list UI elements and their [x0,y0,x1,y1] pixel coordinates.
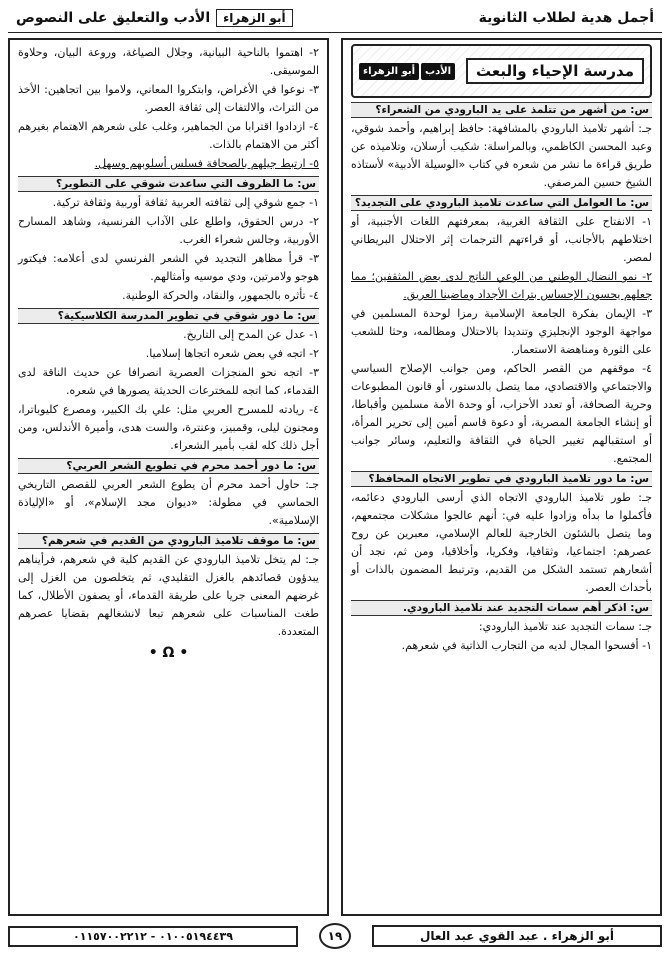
answer-paragraph: ١- جمع شوقي إلى ثقافته العربية ثقافة أوربية وثقافة تركية. [52,196,319,209]
page-header [8,4,662,33]
header-left-title: الأدب والتعليق على النصوص [16,10,211,26]
answer-paragraph: جـ: لم يتخل تلاميذ البارودي عن القديم كلية في شعرهم، فرأيناهم يبدؤون قصائدهم بالغزل التقليدي، ثم يتخلصون من الغزل إلى غرضهم المعنى جريا على طريقة القدماء، أو يصفون الأطلال، كما طغت المناسبات على شعرهم تبعا لانشغالهم بقضايا عصرهم المتعددة. [18,553,319,638]
page [8,4,662,954]
answer-paragraph: ٣- قرأ مظاهر التجديد في الشعر الفرنسي لدى أعلامه: فيكتور هوجو ولامرتين، ودي موسيه وأمثالهم. [18,252,319,283]
question-heading: س: ما موقف تلاميذ البارودي من القديم في شعرهم؟ [18,533,319,549]
answer-paragraph: ٢- اهتموا بالناحية البيانية، وجلال الصياغة، وروعة البيان، وحلاوة الموسيقى. [18,46,319,77]
question-heading: س: ما الظروف التي ساعدت شوقي على التطوير؟ [18,176,319,192]
question-heading: س: من أشهر من تتلمذ على يد البارودي من الشعراء؟ [351,102,652,118]
answer-paragraph: ٢- درس الحقوق، واطلع على الآداب الفرنسية، وشاهد المسارح الأوربية، وجالس شعراء الغرب. [18,215,319,246]
question-heading: س: ما دور أحمد محرم في تطويع الشعر العربي؟ [18,458,319,474]
answer-paragraph: جـ: حاول أحمد محرم أن يطوع الشعر العربي للقصص التاريخي الحماسي في مطولة: «ديوان مجد الإسلام»، أو «الإلياذة الإسلامية». [18,478,319,527]
left-column [8,38,329,916]
answer-paragraph: ٣- الإيمان بفكرة الجامعة الإسلامية رمزا لوحدة المسلمين في مواجهة الوجود الإنجليزي وتنديدا بالاحتلال ومظالمه، وحثا للشعب على الثورة ومناهضة الاستعمار. [351,307,652,356]
answer-paragraph: ٤- موقفهم من القصر الحاكم، ومن جوانب الإصلاح السياسي والاجتماعي والاقتصادي، مما يتصل بالدستور، أو قانون المطبوعات وحرية الصحافة، أو تعدد الأحزاب، أو وحدة الأمة مسلمين وأقباطا، أو إنشاء الجامعة المصرية، أو دعوة قاسم أمين إلى تحرير المرأة، أو استقبالهم تغيير الحياة في الثقافة والتعليم، وسائر جوانب المجتمع. [351,362,652,465]
banner-logo [359,63,455,80]
question-heading: س: ما دور شوقي في تطوير المدرسة الكلاسيكية؟ [18,308,319,324]
page-number: ١٩ [319,923,351,949]
answer-paragraph: ٥- ارتبط جيلهم بالصحافة فسلس أسلوبهم وسهل. [94,157,319,170]
header-right-title: أجمل هدية لطلاب الثانوية [478,10,654,26]
right-column-body [351,102,652,655]
page-footer [8,922,662,950]
answer-paragraph: جـ: أشهر تلاميذ البارودي بالمشافهة: حافظ إبراهيم، وأحمد شوقي، وعبد المحسن الكاظمي، وبالمراسلة: شكيب أرسلان، وتلاميذه عن طريق قراءة ما نشر من شعره في كتاب «الوسيلة الأدبية» لأستاذه الشيخ حسين المرصفي. [351,122,652,189]
footer-author: أبو الزهراء . عبد القوي عبد العال [372,925,662,947]
answer-paragraph: ٤- ازدادوا اقترابا من الجماهير، وغلب على شعرهم الاهتمام بغيرهم أكثر من الاهتمام بالذات. [18,120,319,151]
answer-paragraph: جـ: طور تلاميذ البارودي الاتجاه الذي أرسى البارودي دعائمه، فأكملوا ما بدأه وزادوا عليه في: أنهم عالجوا مشكلات مجتمعهم، وما يتصل بالشئون الخارجية للعالم الإسلامي، معبرين عن روح عصرهم: اجتماعيا، وثقافيا، وفكريا، وأخلاقيا، ومن ثم، نجد أن أشعارهم تستمد الشكل من القديم، وترتبط المضمون بالذات أو بأحداث العصر. [351,491,652,594]
question-heading: س: اذكر أهم سمات التجديد عند تلاميذ البارودي. [351,600,652,616]
footer-phones: ٠١٠٠٥١٩٤٤٣٩ - ٠١١٥٧٠٠٢٢١٢ [8,926,298,947]
answer-paragraph: ٢- نمو النضال الوطني من الوعي الناتج لدى بعض المثقفين؛ مما جعلهم يحسون الإحساس بتراث الأجداد وماضينا العريق. [351,270,652,301]
answer-paragraph: جـ: سمات التجديد عند تلاميذ البارودي: [478,620,652,633]
header-left-group [16,9,293,27]
end-mark: • Ω • [148,645,189,661]
answer-paragraph: ٣- نوعوا في الأغراض، وابتكروا المعاني، ولاموا بين اتجاهين: الأخذ من التراث، والالتفات إلى ثقافة العصر. [18,83,319,114]
section-banner [351,44,652,98]
answer-paragraph: ١- الانفتاح على الثقافة الغربية، بمعرفتهم اللغات الأجنبية، أو اختلاطهم بالأجانب، أو قراءتهم الترجمات إثر الاحتلال البريطاني لمصر. [351,215,652,264]
banner-logo-word-2: أبو الزهراء [359,63,419,80]
answer-paragraph: ١- عدل عن المدح إلى التاريخ. [183,328,319,341]
left-column-body [18,44,319,641]
question-heading: س: ما العوامل التي ساعدت تلاميذ البارودي على التجديد؟ [351,195,652,211]
answer-paragraph: ٤- تأثره بالجمهور، والنقاد، والحركة الوطنية. [122,289,319,302]
banner-title: مدرسة الإحياء والبعث [466,58,644,84]
right-column [341,38,662,916]
answer-paragraph: ٤- ريادته للمسرح العربي مثل: علي بك الكبير، ومصرع كليوباترا، ومجنون ليلى، وقمبيز، وعنترة، والست هدى، وأميرة الأندلس، ومن أجل ذلك كله لقب بأمير الشعراء. [18,403,319,452]
answer-paragraph: ١- أفسحوا المجال لديه من التجارب الذاتية في شعرهم. [401,639,652,652]
header-left-box: أبو الزهراء [216,9,292,27]
question-heading: س: ما دور تلاميذ البارودي في تطوير الاتجاه المحافظ؟ [351,471,652,487]
banner-logo-word-1: الأدب [421,63,455,80]
answer-paragraph: ٣- اتجه نحو المنجزات العصرية انصرافا عن حديث الناقة لدى القدماء، كما اتجه للمخترعات الحديثة يصورها في شعره. [18,366,319,397]
answer-paragraph: ٢- اتجه في بعض شعره اتجاها إسلاميا. [145,347,319,360]
